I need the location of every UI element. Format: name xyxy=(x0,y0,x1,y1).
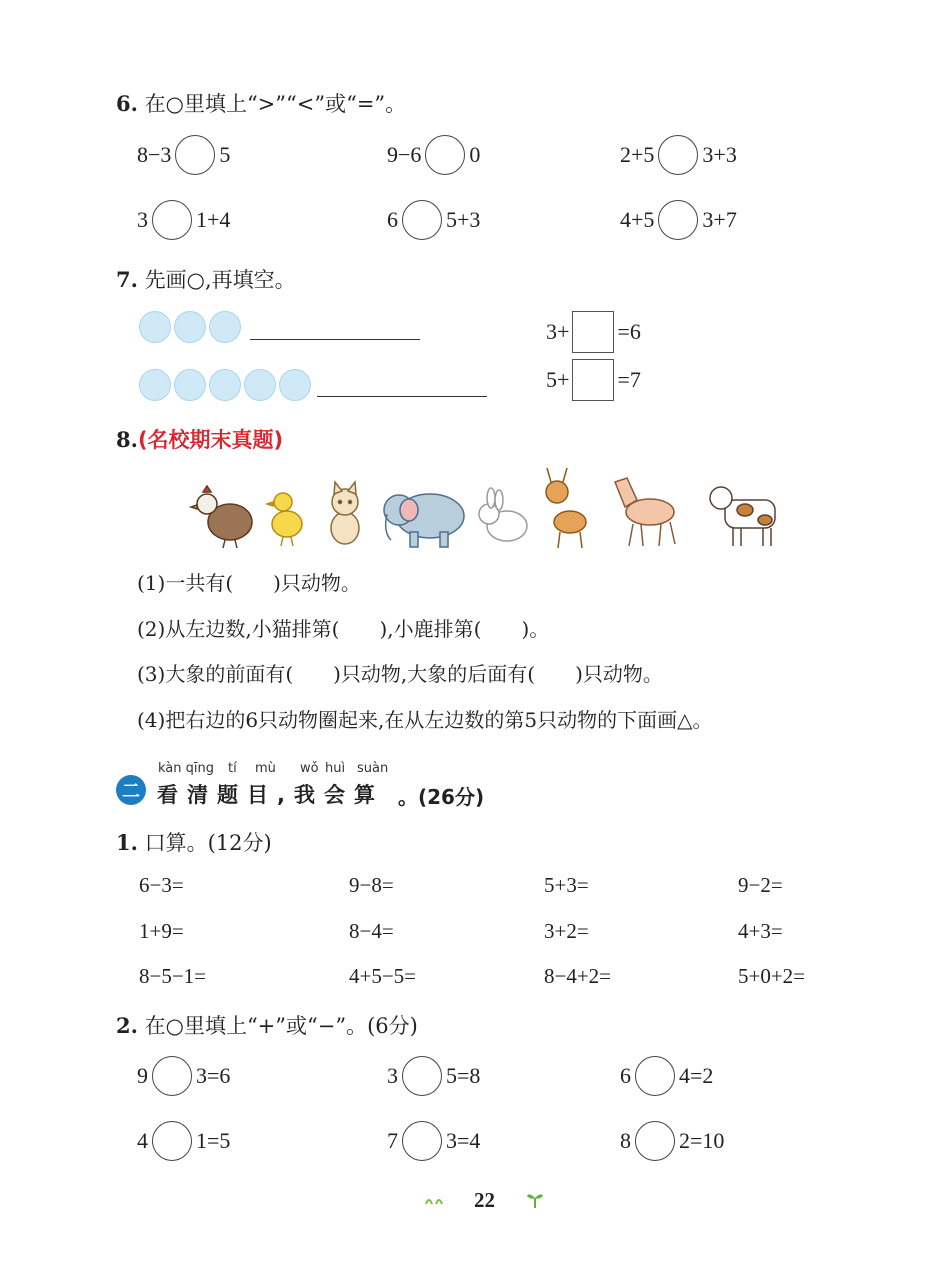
s2q2-prompt: 在○里填上“+”或“−”。(6分) xyxy=(144,1014,418,1038)
blue-dot xyxy=(244,369,276,401)
calc-item: 6−3= xyxy=(139,873,184,897)
s2q2-right: 5=8 xyxy=(446,1063,481,1088)
eq-left: 3+ xyxy=(546,319,570,344)
s2q2-item xyxy=(137,1056,230,1096)
q8-sub-2: (2)从左边数,小猫排第( ),小鹿排第( )。 xyxy=(137,617,550,641)
q6-prompt: 在○里填上“>”“<”或“=”。 xyxy=(144,92,407,116)
hen-icon xyxy=(191,486,252,548)
deer-icon xyxy=(546,468,586,548)
q8-heading xyxy=(116,424,283,454)
q6-item xyxy=(137,200,230,240)
s2q2-right: 1=5 xyxy=(196,1128,231,1153)
answer-line[interactable] xyxy=(317,396,487,397)
q8-number: 8. xyxy=(116,427,138,452)
eq-right: =6 xyxy=(617,319,641,344)
q6-right: 5+3 xyxy=(446,207,481,232)
dot-row xyxy=(139,311,241,343)
q8-sub-3: (3)大象的前面有( )只动物,大象的后面有( )只动物。 xyxy=(137,662,663,686)
calc-item: 5+0+2= xyxy=(738,964,806,988)
answer-circle[interactable] xyxy=(425,135,465,175)
q7-equation xyxy=(546,359,641,401)
answer-box[interactable] xyxy=(572,311,614,353)
cat-icon xyxy=(331,482,359,544)
q8-tag: (名校期末真题) xyxy=(137,428,284,452)
page-number: 22 xyxy=(474,1188,495,1212)
q6-left: 8−3 xyxy=(137,142,172,167)
elephant-icon xyxy=(384,494,464,547)
q7-prompt: 先画○,再填空。 xyxy=(144,268,296,292)
q6-right: 1+4 xyxy=(196,207,231,232)
calc-item: 8−4+2= xyxy=(544,964,612,988)
q6-number: 6. xyxy=(116,91,138,116)
rabbit-icon xyxy=(479,488,527,541)
q8-sub-4: (4)把右边的6只动物圈起来,在从左边数的第5只动物的下面画△。 xyxy=(137,708,713,732)
section-two-icon: 二 xyxy=(116,775,146,805)
animals-illustration xyxy=(185,462,790,554)
s2q2-item xyxy=(620,1121,724,1161)
answer-circle[interactable] xyxy=(658,135,698,175)
answer-circle[interactable] xyxy=(175,135,215,175)
q6-item xyxy=(620,200,737,240)
blue-dot xyxy=(209,311,241,343)
q6-item xyxy=(137,135,230,175)
s2q1-number: 1. xyxy=(116,830,138,855)
sprout-left-icon xyxy=(423,1192,447,1208)
s2q2-left: 8 xyxy=(620,1128,631,1153)
duckling-icon xyxy=(267,493,302,546)
s2q2-right: 3=6 xyxy=(196,1063,231,1088)
s2q2-left: 4 xyxy=(137,1128,148,1153)
s2q2-number: 2. xyxy=(116,1013,138,1038)
pinyin-kan-qing: kàn qīng xyxy=(158,761,214,776)
answer-circle[interactable] xyxy=(658,200,698,240)
s2q2-left: 6 xyxy=(620,1063,631,1088)
blue-dot xyxy=(279,369,311,401)
calc-item: 9−2= xyxy=(738,873,783,897)
s2q2-left: 9 xyxy=(137,1063,148,1088)
sprout-right-icon xyxy=(525,1190,545,1210)
q6-left: 3 xyxy=(137,207,148,232)
s2q2-right: 4=2 xyxy=(679,1063,714,1088)
q6-right: 5 xyxy=(219,142,231,167)
q7-heading xyxy=(116,264,296,294)
q6-item xyxy=(387,200,480,240)
s2q2-item xyxy=(387,1056,480,1096)
q7-number: 7. xyxy=(116,267,138,292)
q7-equation xyxy=(546,311,641,353)
pinyin-ti: tí xyxy=(228,761,237,776)
calc-item: 9−8= xyxy=(349,873,394,897)
q6-left: 9−6 xyxy=(387,142,422,167)
s2q2-item xyxy=(137,1121,230,1161)
q6-item xyxy=(387,135,480,175)
answer-circle[interactable] xyxy=(152,200,192,240)
s2q2-item xyxy=(387,1121,480,1161)
answer-circle[interactable] xyxy=(402,1121,442,1161)
answer-circle[interactable] xyxy=(152,1121,192,1161)
eq-left: 5+ xyxy=(546,367,570,392)
blue-dot xyxy=(174,369,206,401)
answer-circle[interactable] xyxy=(402,200,442,240)
calc-item: 1+9= xyxy=(139,919,184,943)
answer-circle[interactable] xyxy=(635,1056,675,1096)
calc-item: 4+5−5= xyxy=(349,964,417,988)
calc-item: 3+2= xyxy=(544,919,589,943)
calc-item: 5+3= xyxy=(544,873,589,897)
blue-dot xyxy=(209,369,241,401)
answer-circle[interactable] xyxy=(402,1056,442,1096)
q6-left: 2+5 xyxy=(620,142,655,167)
horse-icon xyxy=(615,478,675,546)
q6-heading xyxy=(116,88,406,118)
blue-dot xyxy=(139,369,171,401)
blue-dot xyxy=(139,311,171,343)
pinyin-wo: wǒ xyxy=(300,761,319,776)
pinyin-suan: suàn xyxy=(357,761,389,776)
q8-sub-1: (1)一共有( )只动物。 xyxy=(137,571,361,595)
s2q2-left: 7 xyxy=(387,1128,398,1153)
section-two-score: 。(26分) xyxy=(398,785,485,809)
pinyin-hui: huì xyxy=(325,761,346,776)
q6-right: 3+7 xyxy=(702,207,737,232)
s2q2-right: 3=4 xyxy=(446,1128,481,1153)
s2q2-item xyxy=(620,1056,713,1096)
q6-left: 4+5 xyxy=(620,207,655,232)
eq-right: =7 xyxy=(617,367,641,392)
calc-item: 4+3= xyxy=(738,919,783,943)
answer-line[interactable] xyxy=(250,339,420,340)
answer-circle[interactable] xyxy=(152,1056,192,1096)
answer-box[interactable] xyxy=(572,359,614,401)
q6-item xyxy=(620,135,737,175)
s2q2-heading xyxy=(116,1010,418,1040)
s2q1-heading xyxy=(116,827,272,857)
dot-row xyxy=(139,369,311,401)
q6-right: 3+3 xyxy=(702,142,737,167)
calc-item: 8−4= xyxy=(349,919,394,943)
s2q1-prompt: 口算。(12分) xyxy=(144,831,272,855)
cow-icon xyxy=(710,487,775,546)
section-two-title: 看清题目,我会算 xyxy=(157,783,384,807)
q6-left: 6 xyxy=(387,207,398,232)
answer-circle[interactable] xyxy=(635,1121,675,1161)
calc-item: 8−5−1= xyxy=(139,964,207,988)
pinyin-mu: mù xyxy=(255,761,276,776)
blue-dot xyxy=(174,311,206,343)
s2q2-right: 2=10 xyxy=(679,1128,725,1153)
q6-right: 0 xyxy=(469,142,481,167)
s2q2-left: 3 xyxy=(387,1063,398,1088)
